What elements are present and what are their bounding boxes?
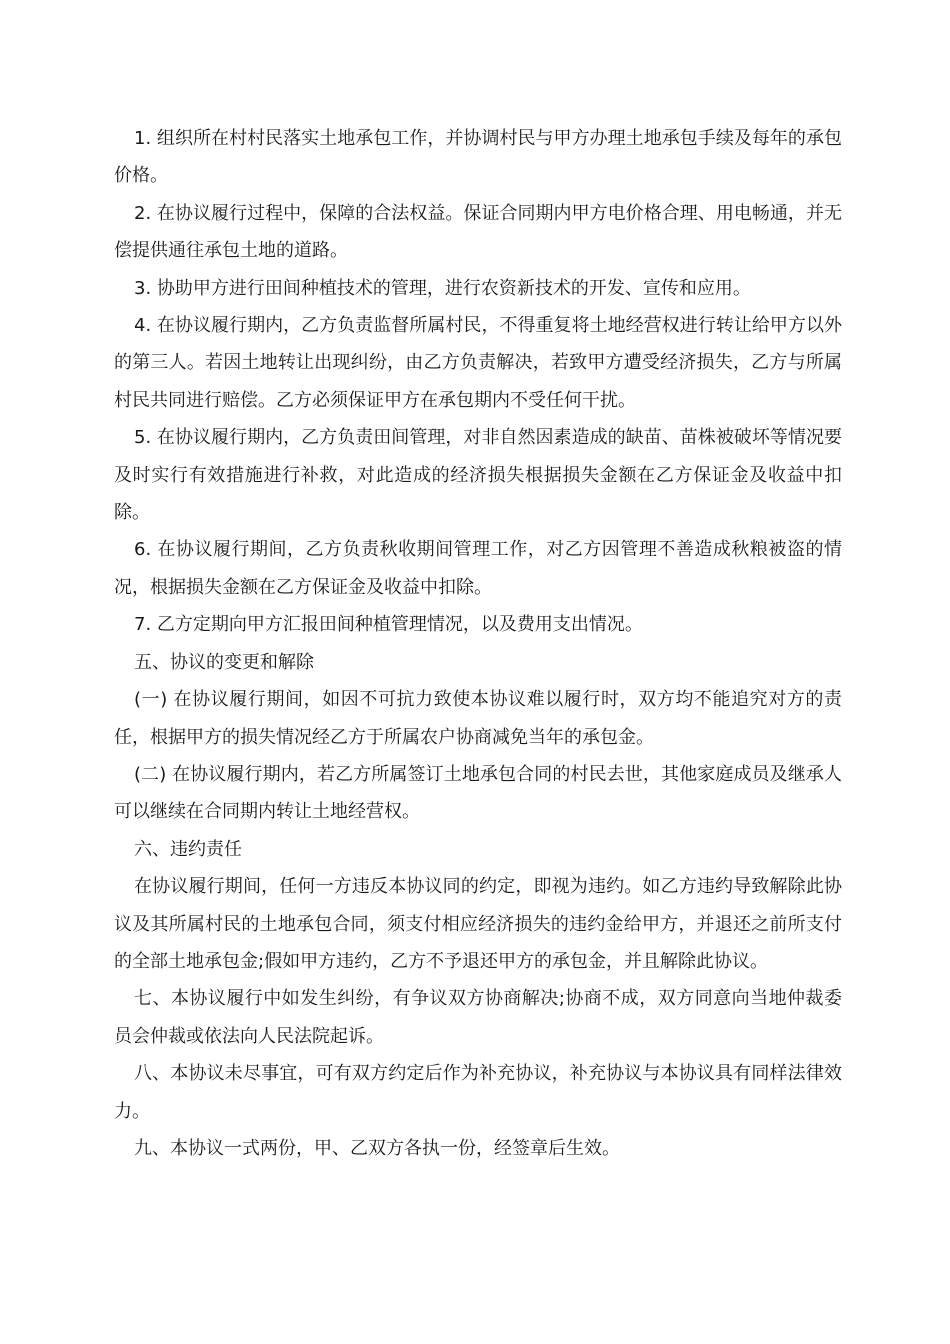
section-5-item-2-paragraph: (二) 在协议履行期内，若乙方所属签订土地承包合同的村民去世，其他家庭成员及继承人可以继续在合同期内转让土地经营权。 bbox=[114, 763, 842, 823]
section-8-paragraph: 八、本协议未尽事宜，可有双方约定后作为补充协议，补充协议与本协议具有同样法律效力。 bbox=[114, 1063, 842, 1122]
section-7-paragraph: 七、本协议履行中如发生纠纷，有争议双方协商解决;协商不成，双方同意向当地仲裁委员会仲裁或依法向人民法院起诉。 bbox=[114, 988, 842, 1047]
section-6-heading: 六、违约责任 bbox=[134, 838, 242, 860]
clause-5-paragraph: 5. 在协议履行期内，乙方负责田间管理，对非自然因素造成的缺苗、苗株被破坏等情况要及时实行有效措施进行补救，对此造成的经济损失根据损失金额在乙方保证金及收益中扣除。 bbox=[114, 427, 842, 524]
clause-7-paragraph: 7. 乙方定期向甲方汇报田间种植管理情况，以及费用支出情况。 bbox=[134, 614, 643, 636]
clause-6-paragraph: 6. 在协议履行期间，乙方负责秋收期间管理工作，对乙方因管理不善造成秋粮被盗的情况，根据损失金额在乙方保证金及收益中扣除。 bbox=[114, 539, 842, 598]
clause-4-paragraph: 4. 在协议履行期内，乙方负责监督所属村民，不得重复将土地经营权进行转让给甲方以外的第三人。若因土地转让出现纠纷，由乙方负责解决，若致甲方遭受经济损失，乙方与所属村民共同进行赔偿。乙方必须保证甲方在承包期内不受任何干扰。 bbox=[114, 315, 842, 411]
section-9-paragraph: 九、本协议一式两份，甲、乙双方各执一份，经签章后生效。 bbox=[134, 1137, 620, 1159]
section-5-item-1-paragraph: (一) 在协议履行期间，如因不可抗力致使本协议难以履行时，双方均不能追究对方的责任，根据甲方的损失情况经乙方于所属农户协商减免当年的承包金。 bbox=[114, 689, 842, 748]
clause-2-paragraph: 2. 在协议履行过程中，保障的合法权益。保证合同期内甲方电价格合理、用电畅通，并无偿提供通往承包土地的道路。 bbox=[114, 202, 842, 262]
section-6-paragraph: 在协议履行期间，任何一方违反本协议同的约定，即视为违约。如乙方违约导致解除此协议及其所属村民的土地承包合同，须支付相应经济损失的违约金给甲方，并退还之前所支付的全部土地承包金;假如甲方违约，乙方不予退还甲方的承包金，并且解除此协议。 bbox=[114, 876, 842, 972]
document-body bbox=[114, 120, 842, 1167]
clause-1-paragraph: 1. 组织所在村村民落实土地承包工作，并协调村民与甲方办理土地承包手续及每年的承包价格。 bbox=[114, 128, 842, 187]
section-5-heading: 五、协议的变更和解除 bbox=[134, 651, 314, 673]
clause-3-paragraph: 3. 协助甲方进行田间种植技术的管理，进行农资新技术的开发、宣传和应用。 bbox=[134, 277, 751, 299]
